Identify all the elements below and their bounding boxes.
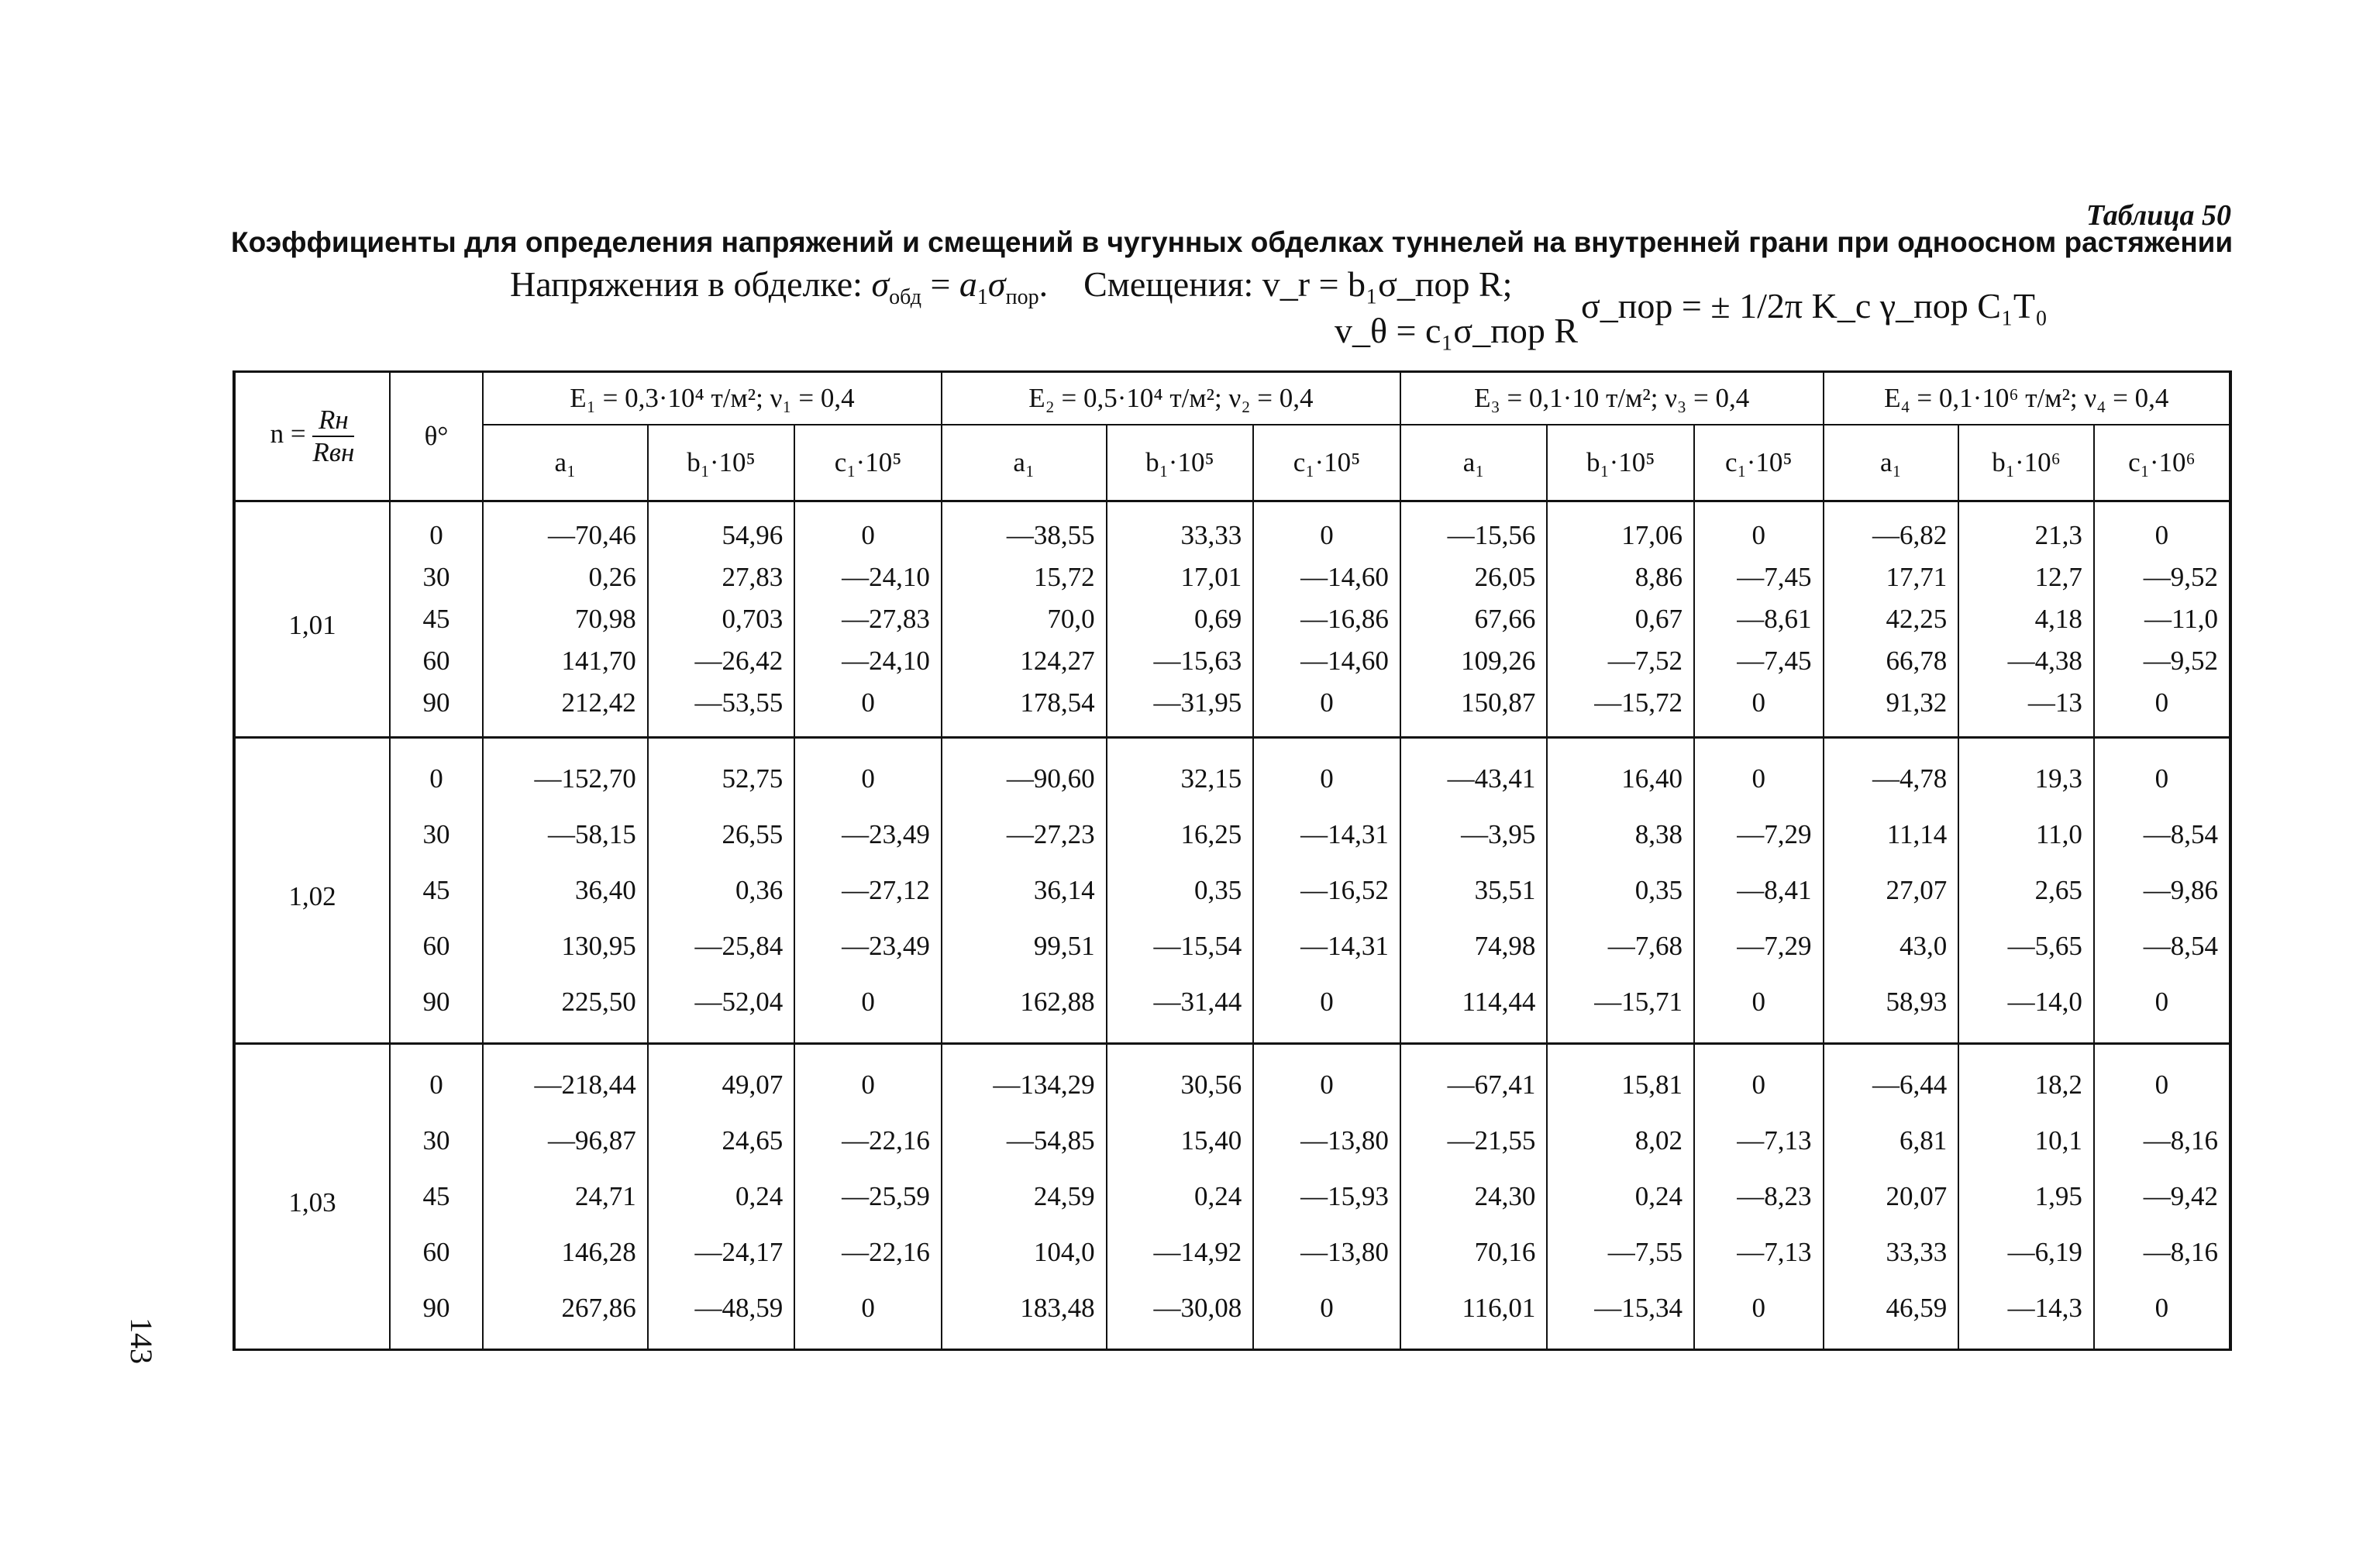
value-cell: 54,96	[648, 501, 795, 557]
value-cell: —48,59	[648, 1280, 795, 1350]
value-cell: 26,55	[648, 807, 795, 863]
value-cell: 24,30	[1400, 1169, 1548, 1225]
value-cell: 91,32	[1824, 682, 1959, 738]
value-cell: —14,3	[1958, 1280, 2094, 1350]
value-cell: —15,93	[1253, 1169, 1400, 1225]
theta-cell: 60	[390, 640, 483, 682]
table-label: Таблица 50	[2086, 199, 2231, 232]
table-row	[234, 738, 2230, 808]
value-cell: 70,0	[942, 598, 1107, 640]
value-cell: —8,54	[2094, 918, 2230, 974]
value-cell: —70,46	[483, 501, 648, 557]
value-cell: —7,45	[1694, 640, 1824, 682]
value-cell: —14,60	[1253, 556, 1400, 598]
theta-cell: 0	[390, 501, 483, 557]
subcol-c1: c₁·10⁶	[2094, 425, 2230, 501]
value-cell: —7,13	[1694, 1225, 1824, 1280]
value-cell: —22,16	[794, 1225, 942, 1280]
value-cell: 16,25	[1107, 807, 1254, 863]
value-cell: 0	[1694, 501, 1824, 557]
value-cell: 109,26	[1400, 640, 1548, 682]
value-cell: —16,52	[1253, 863, 1400, 918]
value-cell: —8,23	[1694, 1169, 1824, 1225]
subcol-a1: a₁	[1824, 425, 1959, 501]
value-cell: —24,10	[794, 640, 942, 682]
subcol-c1: c₁·10⁵	[1694, 425, 1824, 501]
n-value-cell: 1,03	[234, 1044, 390, 1350]
value-cell: 183,48	[942, 1280, 1107, 1350]
table-row	[234, 1044, 2230, 1114]
table-row	[234, 682, 2230, 738]
value-cell: 16,40	[1547, 738, 1694, 808]
value-cell: —152,70	[483, 738, 648, 808]
theta-cell: 90	[390, 682, 483, 738]
value-cell: —13,80	[1253, 1225, 1400, 1280]
sigma-por-formula: σ_пор = ± 1/2π K_c γ_пор C₁T₀	[1581, 286, 2048, 326]
value-cell: 0	[1253, 974, 1400, 1044]
value-cell: 8,02	[1547, 1113, 1694, 1169]
subcol-b1: b₁·10⁵	[648, 425, 795, 501]
value-cell: 0	[1694, 1280, 1824, 1350]
value-cell: —7,52	[1547, 640, 1694, 682]
table-row	[234, 863, 2230, 918]
stress-formula	[510, 264, 1512, 310]
value-cell: 17,01	[1107, 556, 1254, 598]
value-cell: 42,25	[1824, 598, 1959, 640]
value-cell: 33,33	[1107, 501, 1254, 557]
table-row	[234, 1113, 2230, 1169]
table-row	[234, 807, 2230, 863]
value-cell: —54,85	[942, 1113, 1107, 1169]
value-cell: 20,07	[1824, 1169, 1959, 1225]
value-cell: 0,67	[1547, 598, 1694, 640]
value-cell: —9,52	[2094, 640, 2230, 682]
value-cell: 0	[2094, 501, 2230, 557]
value-cell: —134,29	[942, 1044, 1107, 1114]
value-cell: 15,72	[942, 556, 1107, 598]
theta-cell: 90	[390, 1280, 483, 1350]
value-cell: —31,44	[1107, 974, 1254, 1044]
value-cell: 0,35	[1107, 863, 1254, 918]
value-cell: 43,0	[1824, 918, 1959, 974]
value-cell: —25,84	[648, 918, 795, 974]
value-cell: 33,33	[1824, 1225, 1959, 1280]
value-cell: —96,87	[483, 1113, 648, 1169]
value-cell: 10,1	[1958, 1113, 2094, 1169]
value-cell: 6,81	[1824, 1113, 1959, 1169]
value-cell: 4,18	[1958, 598, 2094, 640]
value-cell: 0	[1694, 738, 1824, 808]
value-cell: —24,10	[794, 556, 942, 598]
group-header-e2: E₂ = 0,5·10⁴ т/м²; ν₂ = 0,4	[942, 372, 1400, 425]
value-cell: 0	[2094, 738, 2230, 808]
table-row	[234, 556, 2230, 598]
table-group-1	[234, 501, 2230, 738]
value-cell: —31,95	[1107, 682, 1254, 738]
value-cell: —27,12	[794, 863, 942, 918]
value-cell: 0,69	[1107, 598, 1254, 640]
table-row	[234, 501, 2230, 557]
table-group-3	[234, 1044, 2230, 1350]
value-cell: 1,95	[1958, 1169, 2094, 1225]
group-header-e1: E₁ = 0,3·10⁴ т/м²; ν₁ = 0,4	[483, 372, 942, 425]
theta-cell: 45	[390, 1169, 483, 1225]
value-cell: —15,54	[1107, 918, 1254, 974]
value-cell: 212,42	[483, 682, 648, 738]
value-cell: 130,95	[483, 918, 648, 974]
value-cell: —13,80	[1253, 1113, 1400, 1169]
value-cell: —23,49	[794, 807, 942, 863]
value-cell: 0,24	[1547, 1169, 1694, 1225]
value-cell: —90,60	[942, 738, 1107, 808]
value-cell: 162,88	[942, 974, 1107, 1044]
value-cell: 49,07	[648, 1044, 795, 1114]
subcol-a1: a₁	[1400, 425, 1548, 501]
stress-equation: $\sigma_{обд} = a_1\sigma_{пор}$.	[871, 264, 1057, 310]
value-cell: 0	[794, 1280, 942, 1350]
value-cell: 70,16	[1400, 1225, 1548, 1280]
value-cell: —22,16	[794, 1113, 942, 1169]
value-cell: 0,24	[648, 1169, 795, 1225]
value-cell: 0	[1694, 682, 1824, 738]
value-cell: 12,7	[1958, 556, 2094, 598]
value-cell: —26,42	[648, 640, 795, 682]
value-cell: —3,95	[1400, 807, 1548, 863]
value-cell: 124,27	[942, 640, 1107, 682]
value-cell: —8,16	[2094, 1225, 2230, 1280]
value-cell: 2,65	[1958, 863, 2094, 918]
value-cell: —9,86	[2094, 863, 2230, 918]
table-row	[234, 974, 2230, 1044]
value-cell: —15,34	[1547, 1280, 1694, 1350]
n-value-cell: 1,02	[234, 738, 390, 1044]
value-cell: 0	[794, 974, 942, 1044]
value-cell: —6,44	[1824, 1044, 1959, 1114]
value-cell: 36,14	[942, 863, 1107, 918]
value-cell: 0,703	[648, 598, 795, 640]
value-cell: —52,04	[648, 974, 795, 1044]
value-cell: —8,54	[2094, 807, 2230, 863]
value-cell: 150,87	[1400, 682, 1548, 738]
value-cell: —7,55	[1547, 1225, 1694, 1280]
value-cell: —7,13	[1694, 1113, 1824, 1169]
displacement-label: Смещения:	[1083, 264, 1254, 304]
value-cell: —14,31	[1253, 918, 1400, 974]
value-cell: 27,83	[648, 556, 795, 598]
subcol-c1: c₁·10⁵	[1253, 425, 1400, 501]
value-cell: 24,59	[942, 1169, 1107, 1225]
value-cell: —4,78	[1824, 738, 1959, 808]
subcol-b1: b₁·10⁶	[1958, 425, 2094, 501]
value-cell: —14,0	[1958, 974, 2094, 1044]
value-cell: —9,42	[2094, 1169, 2230, 1225]
value-cell: —67,41	[1400, 1044, 1548, 1114]
value-cell: 0	[2094, 682, 2230, 738]
value-cell: 58,93	[1824, 974, 1959, 1044]
value-cell: 0	[2094, 1280, 2230, 1350]
vr-formula: v_r = b₁σ_пор R;	[1262, 264, 1513, 304]
value-cell: —15,71	[1547, 974, 1694, 1044]
value-cell: 24,71	[483, 1169, 648, 1225]
value-cell: —53,55	[648, 682, 795, 738]
value-cell: 0,35	[1547, 863, 1694, 918]
header-row-subcolumns	[234, 425, 2230, 501]
value-cell: —23,49	[794, 918, 942, 974]
value-cell: —8,16	[2094, 1113, 2230, 1169]
value-cell: 141,70	[483, 640, 648, 682]
value-cell: —14,31	[1253, 807, 1400, 863]
value-cell: 0,24	[1107, 1169, 1254, 1225]
value-cell: 114,44	[1400, 974, 1548, 1044]
value-cell: 225,50	[483, 974, 648, 1044]
subcol-a1: a₁	[942, 425, 1107, 501]
n-value-cell: 1,01	[234, 501, 390, 738]
value-cell: 52,75	[648, 738, 795, 808]
value-cell: —7,68	[1547, 918, 1694, 974]
theta-cell: 60	[390, 918, 483, 974]
value-cell: —7,29	[1694, 807, 1824, 863]
table-group-2	[234, 738, 2230, 1044]
value-cell: 146,28	[483, 1225, 648, 1280]
theta-cell: 30	[390, 807, 483, 863]
value-cell: 74,98	[1400, 918, 1548, 974]
value-cell: 0	[1253, 1044, 1400, 1114]
theta-cell: 90	[390, 974, 483, 1044]
value-cell: 0	[2094, 974, 2230, 1044]
theta-cell: 45	[390, 598, 483, 640]
subcol-b1: b₁·10⁵	[1107, 425, 1254, 501]
value-cell: 32,15	[1107, 738, 1254, 808]
value-cell: —11,0	[2094, 598, 2230, 640]
vtheta-formula: v_θ = c₁σ_пор R	[1335, 311, 1579, 350]
value-cell: 0	[1694, 974, 1824, 1044]
value-cell: 24,65	[648, 1113, 795, 1169]
table-row	[234, 1225, 2230, 1280]
value-cell: 0	[794, 738, 942, 808]
value-cell: —13	[1958, 682, 2094, 738]
value-cell: 178,54	[942, 682, 1107, 738]
value-cell: 0	[794, 682, 942, 738]
value-cell: 0	[1253, 682, 1400, 738]
value-cell: 35,51	[1400, 863, 1548, 918]
value-cell: 46,59	[1824, 1280, 1959, 1350]
coefficients-table	[232, 370, 2232, 1351]
value-cell: —15,72	[1547, 682, 1694, 738]
table-row	[234, 918, 2230, 974]
value-cell: —25,59	[794, 1169, 942, 1225]
value-cell: 104,0	[942, 1225, 1107, 1280]
value-cell: 70,98	[483, 598, 648, 640]
table-row	[234, 598, 2230, 640]
value-cell: —5,65	[1958, 918, 2094, 974]
value-cell: —14,92	[1107, 1225, 1254, 1280]
value-cell: 17,71	[1824, 556, 1959, 598]
value-cell: 0	[2094, 1044, 2230, 1114]
value-cell: 19,3	[1958, 738, 2094, 808]
table-row	[234, 1169, 2230, 1225]
subcol-a1: a₁	[483, 425, 648, 501]
value-cell: 0	[794, 1044, 942, 1114]
value-cell: 11,0	[1958, 807, 2094, 863]
theta-cell: 60	[390, 1225, 483, 1280]
value-cell: 8,38	[1547, 807, 1694, 863]
table-row	[234, 1280, 2230, 1350]
value-cell: —16,86	[1253, 598, 1400, 640]
value-cell: 17,06	[1547, 501, 1694, 557]
value-cell: 116,01	[1400, 1280, 1548, 1350]
value-cell: —27,23	[942, 807, 1107, 863]
value-cell: 0	[1694, 1044, 1824, 1114]
value-cell: 0,36	[648, 863, 795, 918]
theta-column-header: θ°	[390, 372, 483, 501]
value-cell: 0	[1253, 501, 1400, 557]
theta-cell: 30	[390, 556, 483, 598]
value-cell: —15,56	[1400, 501, 1548, 557]
value-cell: 67,66	[1400, 598, 1548, 640]
stress-label: Напряжения в обделке:	[510, 264, 863, 304]
n-column-header: n = Rн Rвн	[234, 372, 390, 501]
value-cell: —6,19	[1958, 1225, 2094, 1280]
value-cell: 36,40	[483, 863, 648, 918]
subcol-b1: b₁·10⁵	[1547, 425, 1694, 501]
value-cell: 0,26	[483, 556, 648, 598]
group-header-e4: E₄ = 0,1·10⁶ т/м²; ν₄ = 0,4	[1824, 372, 2230, 425]
value-cell: —15,63	[1107, 640, 1254, 682]
value-cell: 26,05	[1400, 556, 1548, 598]
value-cell: —7,29	[1694, 918, 1824, 974]
value-cell: 0	[794, 501, 942, 557]
value-cell: 11,14	[1824, 807, 1959, 863]
value-cell: —8,41	[1694, 863, 1824, 918]
value-cell: —7,45	[1694, 556, 1824, 598]
value-cell: —8,61	[1694, 598, 1824, 640]
value-cell: 66,78	[1824, 640, 1959, 682]
value-cell: —43,41	[1400, 738, 1548, 808]
table-row	[234, 640, 2230, 682]
value-cell: 27,07	[1824, 863, 1959, 918]
header-row-groups	[234, 372, 2230, 425]
value-cell: —58,15	[483, 807, 648, 863]
value-cell: —27,83	[794, 598, 942, 640]
value-cell: —14,60	[1253, 640, 1400, 682]
value-cell: —6,82	[1824, 501, 1959, 557]
theta-cell: 0	[390, 738, 483, 808]
value-cell: 21,3	[1958, 501, 2094, 557]
value-cell: —9,52	[2094, 556, 2230, 598]
value-cell: 15,40	[1107, 1113, 1254, 1169]
value-cell: —21,55	[1400, 1113, 1548, 1169]
value-cell: 18,2	[1958, 1044, 2094, 1114]
value-cell: 99,51	[942, 918, 1107, 974]
value-cell: 0	[1253, 738, 1400, 808]
page-number: 143	[124, 1318, 159, 1364]
value-cell: —38,55	[942, 501, 1107, 557]
theta-cell: 0	[390, 1044, 483, 1114]
group-header-e3: E₃ = 0,1·10 т/м²; ν₃ = 0,4	[1400, 372, 1824, 425]
value-cell: —4,38	[1958, 640, 2094, 682]
theta-cell: 45	[390, 863, 483, 918]
value-cell: —218,44	[483, 1044, 648, 1114]
theta-cell: 30	[390, 1113, 483, 1169]
value-cell: 8,86	[1547, 556, 1694, 598]
value-cell: 30,56	[1107, 1044, 1254, 1114]
value-cell: 0	[1253, 1280, 1400, 1350]
value-cell: 15,81	[1547, 1044, 1694, 1114]
table-title: Коэффициенты для определения напряжений и смещений в чугунных обделках туннелей на внутренней грани при одноосном растяжении	[231, 226, 2234, 258]
value-cell: —30,08	[1107, 1280, 1254, 1350]
value-cell: —24,17	[648, 1225, 795, 1280]
subcol-c1: c₁·10⁵	[794, 425, 942, 501]
value-cell: 267,86	[483, 1280, 648, 1350]
